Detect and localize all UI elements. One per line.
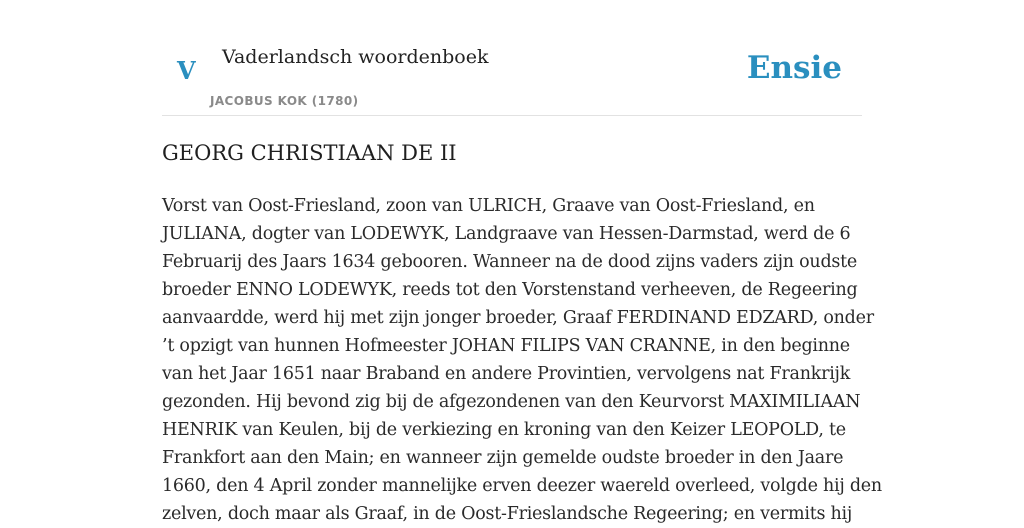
body-line: Frankfort aan den Main; en wanneer zijn gemelde oudste broeder in den Jaare (162, 448, 844, 468)
body-line: aanvaardde, werd hij met zijn jonger broeder, Graaf FERDINAND EDZARD, onder (162, 308, 874, 328)
body-line: van het Jaar 1651 naar Braband en andere Provintien, vervolgens nat Frankrijk (162, 364, 851, 384)
page-header (162, 40, 862, 116)
body-line: 1660, den 4 April zonder mannelijke erven deezer waereld overleed, volgde hij den (162, 476, 882, 496)
body-line: zelven, doch maar als Graaf, in de Oost-Frieslandsche Regeering; en vermits hij (162, 504, 853, 524)
book-title[interactable]: Vaderlandsch woordenboek (222, 46, 489, 68)
body-line: HENRIK van Keulen, bij de verkiezing en kroning van den Keizer LEOPOLD, te (162, 420, 846, 440)
entry-title: GEORG CHRISTIAAN DE II (162, 141, 457, 165)
body-line: broeder ENNO LODEWYK, reeds tot den Vorstenstand verheeven, de Regeering (162, 280, 858, 300)
body-line: JULIANA, dogter van LODEWYK, Landgraave van Hessen-Darmstad, werd de 6 (162, 224, 851, 244)
book-author: JACOBUS KOK (1780) (210, 94, 359, 108)
ensie-logo[interactable]: Ensie (746, 50, 842, 86)
body-line: gezonden. Hij bevond zig bij de afgezondenen van den Keurvorst MAXIMILIAAN (162, 392, 861, 412)
entry-body (162, 192, 882, 528)
body-line: ’t opzigt van hunnen Hofmeester JOHAN FILIPS VAN CRANNE, in den beginne (162, 336, 850, 356)
body-line: Februarij des Jaars 1634 gebooren. Wanneer na de dood zijns vaders zijn oudste (162, 252, 858, 272)
body-line: Vorst van Oost-Friesland, zoon van ULRICH, Graave van Oost-Friesland, en (162, 196, 815, 216)
index-letter[interactable]: V (177, 56, 196, 85)
